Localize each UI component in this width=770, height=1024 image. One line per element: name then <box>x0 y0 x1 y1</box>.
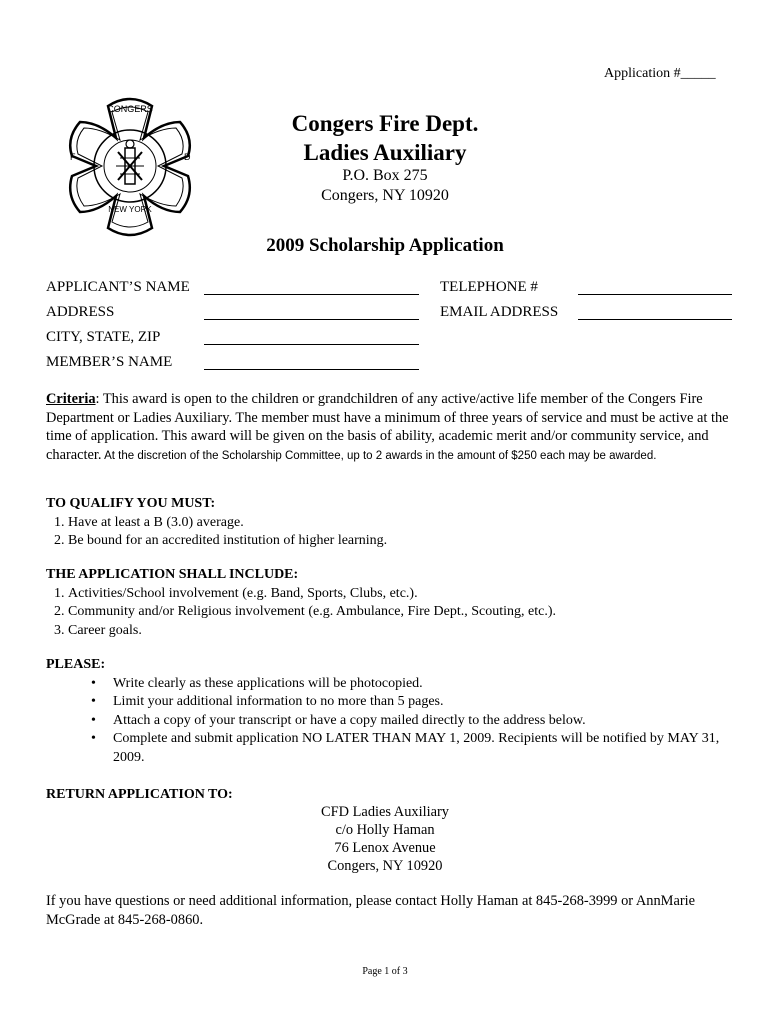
member-name-label: MEMBER’S NAME <box>46 354 173 370</box>
applicant-name-field[interactable] <box>204 294 419 295</box>
criteria-label: Criteria <box>46 391 96 407</box>
qualify-heading: TO QUALIFY YOU MUST: <box>46 496 216 511</box>
return-heading: RETURN APPLICATION TO: <box>46 787 233 802</box>
city-state-zip-label: CITY, STATE, ZIP <box>46 329 161 345</box>
logo-right-letter: D <box>184 152 191 162</box>
logo-bottom-text: NEW YORK <box>108 205 152 214</box>
address-label: ADDRESS <box>46 304 115 320</box>
contact-info: If you have questions or need additional information, please contact Holly Haman at 845-268-3999 or AnnMarie McGrade at 845-268-0860. <box>46 893 696 928</box>
email-label: EMAIL ADDRESS <box>440 304 559 320</box>
page-number: Page 1 of 3 <box>362 966 408 977</box>
criteria-paragraph <box>46 390 736 465</box>
qualify-section <box>46 495 736 551</box>
application-number: Application #_____ <box>604 66 716 81</box>
list-item: • Complete and submit application NO LATER THAN MAY 1, 2009. Recipients will be notified by MAY 31, 2009. <box>113 730 736 767</box>
return-section <box>46 786 736 805</box>
fire-dept-logo <box>52 92 208 242</box>
list-item: 1. Activities/School involvement (e.g. Band, Sports, Clubs, etc.). <box>68 585 736 604</box>
list-item: • Limit your additional information to no more than 5 pages. <box>113 693 736 712</box>
include-section <box>46 566 736 640</box>
logo-top-text: CONGERS <box>107 104 153 114</box>
include-list <box>46 585 736 641</box>
list-item: 2. Be bound for an accredited institution of higher learning. <box>68 532 736 551</box>
list-item: • Write clearly as these applications will be photocopied. <box>113 675 736 694</box>
telephone-label: TELEPHONE # <box>440 279 538 295</box>
qualify-list <box>46 514 736 551</box>
return-address: CFD Ladies Auxiliary c/o Holly Haman 76 Lenox Avenue Congers, NY 10920 <box>321 804 449 874</box>
form-title: 2009 Scholarship Application <box>266 235 504 256</box>
applicant-name-label: APPLICANT’S NAME <box>46 279 190 295</box>
list-item: 3. Career goals. <box>68 622 736 641</box>
list-item: • Attach a copy of your transcript or have a copy mailed directly to the address below. <box>113 712 736 731</box>
telephone-field[interactable] <box>578 294 732 295</box>
criteria-award-note: At the discretion of the Scholarship Committee, up to 2 awards in the amount of $250 each may be awarded. <box>101 449 657 462</box>
org-address: P.O. Box 275 Congers, NY 10920 <box>321 167 449 204</box>
address-field[interactable] <box>204 319 419 320</box>
email-field[interactable] <box>578 319 732 320</box>
member-name-field[interactable] <box>204 369 419 370</box>
please-list <box>46 675 736 768</box>
list-item: 2. Community and/or Religious involvement (e.g. Ambulance, Fire Dept., Scouting, etc.). <box>68 603 736 622</box>
include-heading: THE APPLICATION SHALL INCLUDE: <box>46 567 299 582</box>
please-heading: PLEASE: <box>46 657 106 672</box>
criteria-text: : This award is open to the children or grandchildren of any active/active life member of the Congers Fire Department or Ladies Auxiliary. The member must have a minimum of three years of service and must be active at the time of application. This award will be given on the basis of ability, academic merit and/or community service, and character. <box>46 391 729 463</box>
logo-left-letter: F <box>70 152 76 162</box>
please-section <box>46 656 736 767</box>
list-item: 1. Have at least a B (3.0) average. <box>68 514 736 533</box>
city-state-zip-field[interactable] <box>204 344 419 345</box>
org-name: Congers Fire Dept. Ladies Auxiliary <box>291 111 479 165</box>
